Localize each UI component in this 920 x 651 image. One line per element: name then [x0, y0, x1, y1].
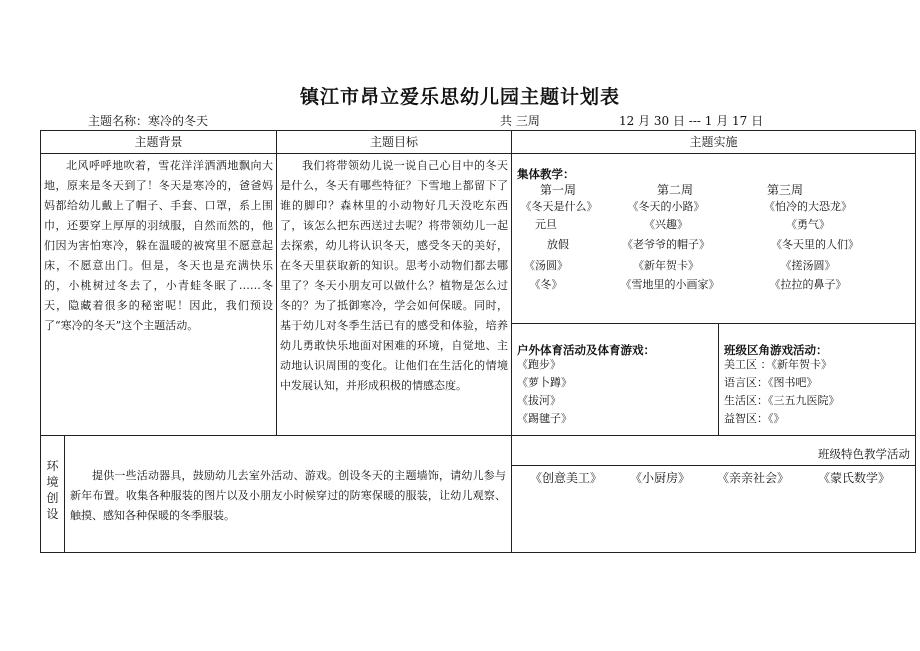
table-border-right: [915, 130, 916, 553]
week-3-item: 《冬天里的人们》: [771, 238, 859, 251]
table-border-bottom: [40, 552, 916, 553]
env-label-char: 创: [46, 491, 59, 505]
header-divider: [40, 153, 916, 154]
date-range: 12 月 30 日 --- 1 月 17 日: [619, 114, 764, 128]
week-2-item: 《雪地里的小画家》: [620, 278, 720, 291]
week-3-item: 《搓汤圆》: [780, 259, 836, 272]
week-1-header: 第一周: [539, 183, 576, 197]
header-implementation: 主题实施: [689, 135, 738, 149]
corner-label: 班级区角游戏活动：: [724, 343, 828, 357]
col-divider-1: [276, 130, 277, 436]
env-label-char: 设: [46, 507, 59, 521]
week-2-item: 《冬天的小路》: [627, 200, 705, 213]
duration: 共 三周: [500, 114, 540, 128]
outdoor-item: 《萝卜蹲》: [517, 376, 572, 389]
header-goals: 主题目标: [369, 135, 418, 149]
week-3-header: 第三周: [766, 183, 803, 197]
featured-item: 《亲亲社会》: [716, 471, 789, 485]
group-teaching-divider: [511, 323, 916, 324]
featured-item: 《创意美工》: [529, 471, 602, 485]
week-1-item: 元旦: [535, 218, 557, 231]
week-3-item: 《拉拉的鼻子》: [769, 278, 847, 291]
env-row-divider: [40, 435, 916, 436]
week-3-item: 《勇气》: [786, 218, 830, 231]
week-2-header: 第二周: [656, 183, 693, 197]
week-1-item: 《冬天是什么》: [520, 200, 598, 213]
col-divider-2: [511, 130, 512, 553]
week-1-item: 《汤圆》: [524, 259, 568, 272]
page-title: 镇江市昂立爱乐思幼儿园主题计划表: [299, 86, 620, 108]
featured-item: 《蒙氏数学》: [817, 471, 890, 485]
featured-divider: [511, 465, 916, 466]
outdoor-item: 《拔河》: [517, 394, 561, 407]
featured-label: 班级特色教学活动: [818, 447, 910, 461]
environment-text: 提供一些活动器具，鼓励幼儿去室外活动、游戏。创设冬天的主题墙饰，请幼儿参与新年布置。收集各种服装的图片以及小朋友小时候穿过的防寒保暖的服装，让幼儿观察、触摸、感知各种保暖的冬季服装。: [70, 469, 506, 522]
group-teaching-label: 集体教学：: [517, 167, 575, 181]
corner-item: 语言区：《图书吧》: [724, 376, 818, 389]
featured-item: 《小厨房》: [629, 471, 690, 485]
week-2-item: 《新年贺卡》: [633, 259, 699, 272]
env-label: [41, 458, 64, 522]
week-2-item: 《老爷爷的帽子》: [622, 238, 710, 251]
outdoor-item: 《跑步》: [517, 358, 561, 371]
corner-item: 生活区：《三五九医院》: [724, 394, 840, 407]
week-1-item: 放假: [547, 238, 569, 251]
env-label-char: 环: [46, 459, 59, 473]
outdoor-corner-divider: [718, 323, 719, 436]
week-2-item: 《兴趣》: [644, 218, 688, 231]
week-1-item: 《冬》: [529, 278, 563, 291]
background-text: 北风呼呼地吹着，雪花洋洋洒洒地飘向大地，原来是冬天到了！冬天是寒冷的，爸爸妈妈都给幼儿戴上了帽子、手套、口罩，系上围巾，还要穿上厚厚的羽绒服，自然而然的，他们因为害怕寒冷，躲在温暖的被窝里不愿意起床，不愿意出门。但是，冬天也是充满快乐的，小桃树过冬去了，小青蛙冬眠了……冬天，隐藏着很多的秘密呢！因此，我们预设了“寒冷的冬天”这个主题活动。: [44, 159, 273, 332]
table-border-top: [40, 130, 916, 131]
header-background: 主题背景: [134, 135, 183, 149]
env-label-char: 境: [46, 475, 59, 489]
outdoor-label: 户外体育活动及体育游戏：: [517, 343, 655, 357]
theme-name: 主题名称：寒冷的冬天: [88, 114, 209, 128]
env-label-divider: [64, 435, 65, 553]
corner-item: 美工区 ：《新年贺卡》: [724, 358, 832, 371]
corner-item: 益智区：《》: [724, 412, 785, 425]
week-3-item: 《怕冷的大恐龙》: [764, 200, 852, 213]
goals-text: 我们将带领幼儿说一说自己心目中的冬天是什么，冬天有哪些特征？下雪地上都留下了谁的脚印？森林里的小动物好几天没吃东西了，该怎么把东西送过去呢？将带领幼儿一起去探索，幼儿将认识冬天，感受冬天的美好，在冬天里获取新的知识。思考小动物们都去哪里了？冬天小朋友可以做什么？植物是怎么过冬的？为了抵御寒冷，学会如何保暖。同时，基于幼儿对冬季生活已有的感受和体验，培养幼儿勇敢快乐地面对困难的环境，自觉地、主动地认识周围的变化。让他们在生活化的情境中发展认知，并形成积极的情感态度。: [280, 159, 508, 392]
outdoor-item: 《踢毽子》: [517, 412, 572, 425]
